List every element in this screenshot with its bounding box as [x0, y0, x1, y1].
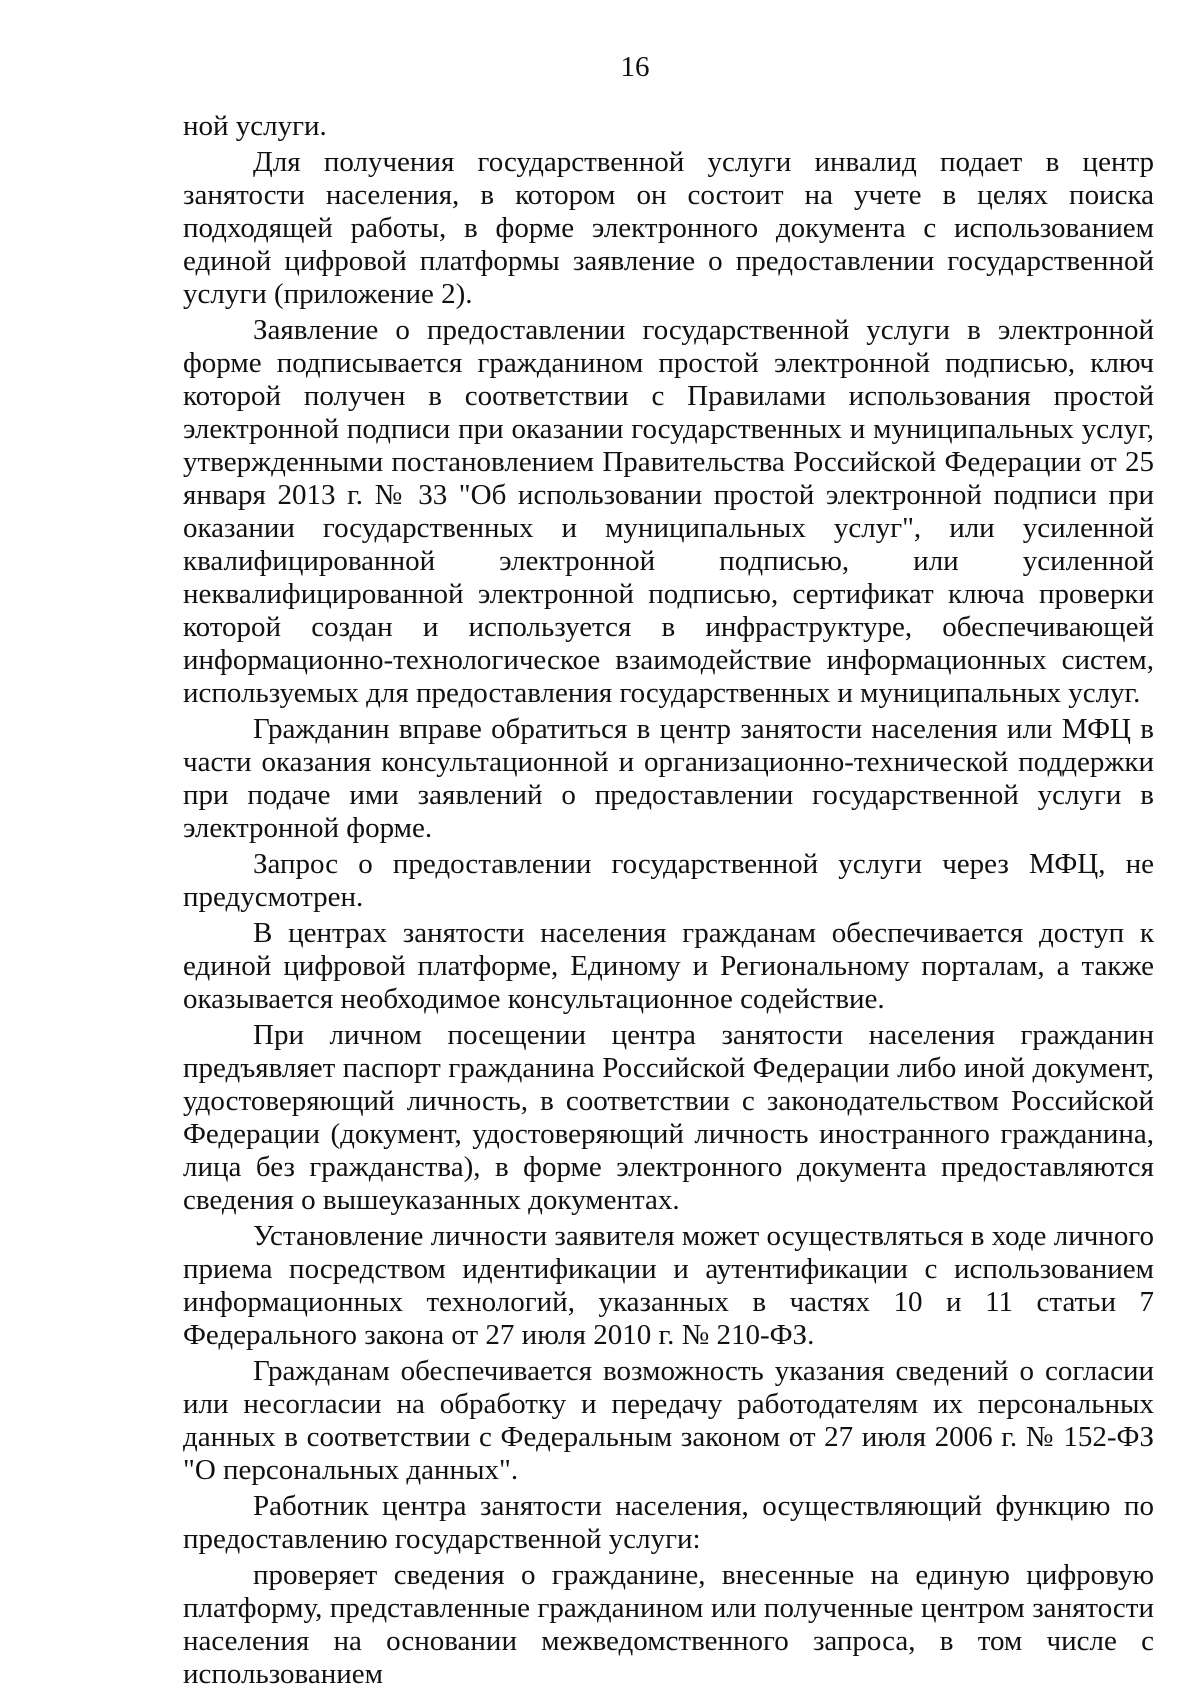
paragraph-continuation: ной услуги. — [183, 110, 327, 142]
paragraph-application-submission: Для получения государственной услуги инвалид подает в центр занятости населения, в котором он состоит на учете в целях поиска подходящей работы, в форме электронного документа с использованием единой цифровой платформы заявление о предоставлении государственной услуги (приложение 2). — [183, 146, 1154, 310]
paragraph-identification: Установление личности заявителя может осуществляться в ходе личного приема посредством идентификации и аутентификации с использованием информационных технологий, указанных в частях 10 и 11 статьи 7 Федерального закона от 27 июля 2010 г. № 210-ФЗ. — [183, 1220, 1154, 1351]
document-body — [183, 110, 1154, 1694]
paragraph-personal-data-consent: Гражданам обеспечивается возможность указания сведений о согласии или несогласии на обработку и передачу работодателям их персональных данных в соответствии с Федеральным законом от 27 июля 2006 г. № 152-ФЗ "О персональных данных". — [183, 1355, 1154, 1486]
paragraph-identity-documents: При личном посещении центра занятости населения гражданин предъявляет паспорт гражданина Российской Федерации либо иной документ, удостоверяющий личность, в соответствии с законодательством Российской Федерации (документ, удостоверяющий личность иностранного гражданина, лица без гражданства), в форме электронного документа предоставляются сведения о вышеуказанных документах. — [183, 1019, 1154, 1216]
paragraph-mfc-request: Запрос о предоставлении государственной услуги через МФЦ, не предусмотрен. — [183, 848, 1154, 913]
page-number: 16 — [620, 51, 650, 83]
paragraph-employee-functions: Работник центра занятости населения, осуществляющий функцию по предоставлению государственной услуги: — [183, 1490, 1154, 1555]
paragraph-portal-access: В центрах занятости населения гражданам обеспечивается доступ к единой цифровой платформе, Единому и Региональному порталам, а также оказывается необходимое консультационное содействие. — [183, 917, 1154, 1015]
paragraph-electronic-signature: Заявление о предоставлении государственной услуги в электронной форме подписывается гражданином простой электронной подписью, ключ которой получен в соответствии с Правилами использования простой электронной подписи при оказании государственных и муниципальных услуг, утвержденными постановлением Правительства Российской Федерации от 25 января 2013 г. № 33 "Об использовании простой электронной подписи при оказании государственных и муниципальных услуг", или усиленной квалифицированной электронной подписью, или усиленной неквалифицированной электронной подписью, сертификат ключа проверки которой создан и используется в инфраструктуре, обеспечивающей информационно-технологическое взаимодействие информационных систем, используемых для предоставления государственных и муниципальных услуг. — [183, 314, 1154, 709]
paragraph-verification: проверяет сведения о гражданине, внесенные на единую цифровую платформу, представленные гражданином или полученные центром занятости населения на основании межведомственного запроса, в том числе с использованием — [183, 1559, 1154, 1690]
paragraph-mfc-support: Гражданин вправе обратиться в центр занятости населения или МФЦ в части оказания консультационной и организационно-технической поддержки при подаче ими заявлений о предоставлении государственной услуги в электронной форме. — [183, 713, 1154, 844]
